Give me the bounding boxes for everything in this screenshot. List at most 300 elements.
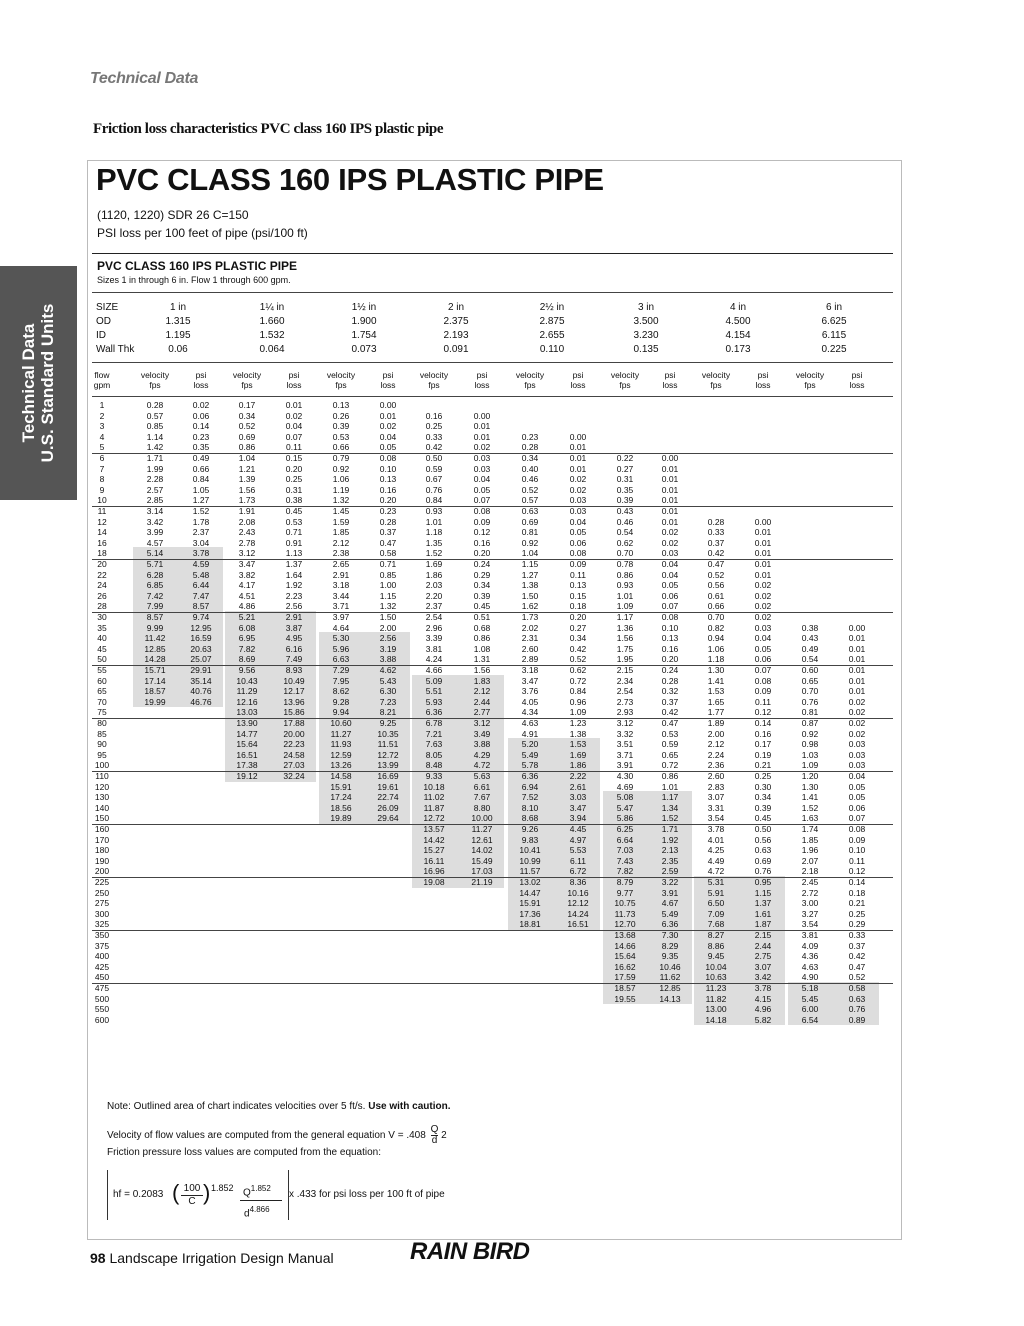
psi-loss-cell: 27.03 (283, 760, 305, 771)
psi-loss-cell: 3.91 (661, 887, 679, 898)
psi-loss-cell: 0.35 (192, 442, 210, 453)
psi-loss-cell: 0.25 (285, 474, 303, 485)
psi-loss-cell: 0.12 (754, 707, 772, 718)
psi-loss-cell: 0.96 (569, 696, 587, 707)
psi-loss-cell: 1.32 (379, 601, 397, 612)
psi-loss-cell: 0.02 (754, 590, 772, 601)
spec-label: OD (96, 316, 111, 327)
velocity-cell: 0.76 (801, 696, 819, 707)
psi-loss-cell: 1.78 (192, 516, 210, 527)
velocity-cell: 0.25 (425, 421, 443, 432)
column-header: psi loss (286, 370, 302, 390)
velocity-cell: 5.14 (146, 548, 164, 559)
velocity-cell: 1.20 (801, 771, 819, 781)
psi-loss-cell: 0.58 (379, 548, 397, 559)
flow-gpm-cell: 425 (94, 961, 110, 972)
psi-loss-cell: 1.52 (661, 813, 679, 824)
velocity-cell: 0.56 (707, 580, 725, 591)
flow-gpm-cell: 30 (97, 612, 107, 622)
velocity-cell: 18.56 (330, 802, 352, 813)
psi-loss-cell: 0.15 (285, 453, 303, 463)
spec-value: 2.875 (539, 316, 565, 327)
psi-loss-cell: 0.09 (754, 686, 772, 697)
velocity-cell: 1.77 (707, 707, 725, 718)
velocity-cell: 19.89 (330, 813, 352, 824)
psi-loss-cell: 16.59 (190, 633, 212, 644)
velocity-cell: 0.17 (238, 400, 256, 410)
velocity-cell: 15.91 (330, 781, 352, 792)
velocity-cell: 4.49 (707, 855, 725, 866)
spec-label: Wall Thk (96, 344, 135, 355)
group-divider (92, 559, 893, 560)
psi-loss-cell: 4.95 (285, 633, 303, 644)
velocity-cell: 1.36 (616, 622, 634, 633)
column-header: psi loss (849, 370, 865, 390)
flow-gpm-cell: 190 (94, 855, 110, 866)
velocity-cell: 0.28 (707, 516, 725, 527)
flow-gpm-cell: 7 (99, 463, 105, 474)
velocity-cell: 6.36 (425, 707, 443, 718)
psi-loss-cell: 5.49 (661, 908, 679, 919)
velocity-cell: 0.28 (521, 442, 539, 453)
psi-loss-cell: 40.76 (190, 686, 212, 697)
velocity-cell: 0.23 (521, 431, 539, 442)
flow-gpm-cell: 275 (94, 898, 110, 909)
velocity-cell: 11.93 (330, 739, 352, 750)
spec-value: 1 in (169, 302, 187, 313)
formula-denominator: C (188, 1196, 196, 1207)
velocity-cell: 8.79 (616, 877, 634, 887)
velocity-cell: 6.64 (616, 834, 634, 845)
velocity-cell: 2.07 (801, 855, 819, 866)
psi-loss-cell: 19.61 (377, 781, 399, 792)
flow-gpm-cell: 4 (99, 431, 105, 442)
psi-loss-cell: 13.96 (283, 696, 305, 707)
velocity-cell: 0.50 (425, 453, 443, 463)
psi-loss-cell: 1.86 (569, 760, 587, 771)
psi-loss-cell: 15.49 (471, 855, 493, 866)
psi-loss-cell: 2.44 (473, 696, 491, 707)
velocity-cell: 0.66 (707, 601, 725, 612)
psi-loss-cell: 8.80 (473, 802, 491, 813)
main-title: PVC CLASS 160 IPS PLASTIC PIPE (96, 162, 604, 197)
psi-loss-cell: 0.42 (569, 643, 587, 654)
velocity-cell: 0.33 (707, 527, 725, 538)
velocity-cell: 7.63 (425, 739, 443, 750)
velocity-cell: 19.08 (423, 877, 445, 887)
psi-loss-cell: 0.23 (192, 431, 210, 442)
psi-loss-cell: 0.47 (661, 718, 679, 728)
velocity-cell: 6.50 (707, 898, 725, 909)
psi-loss-cell: 0.52 (569, 654, 587, 665)
psi-loss-cell: 1.38 (569, 728, 587, 739)
psi-loss-cell: 3.12 (473, 718, 491, 728)
velocity-cell: 1.56 (238, 484, 256, 495)
spec-value: 6.115 (821, 330, 847, 341)
velocity-cell: 9.94 (332, 707, 350, 718)
psi-loss-cell: 0.42 (848, 951, 866, 962)
psi-loss-cell: 0.49 (192, 453, 210, 463)
column-header: velocity fps (701, 370, 731, 390)
psi-loss-cell: 0.85 (379, 569, 397, 580)
psi-loss-cell: 5.82 (754, 1014, 772, 1025)
flow-gpm-cell: 150 (94, 813, 110, 824)
psi-loss-cell: 25.07 (190, 654, 212, 665)
flow-gpm-cell: 225 (94, 877, 110, 887)
velocity-cell: 7.82 (238, 643, 256, 654)
velocity-cell: 0.31 (616, 474, 634, 485)
psi-loss-cell: 1.27 (192, 495, 210, 506)
psi-loss-cell: 0.03 (569, 506, 587, 516)
flow-gpm-cell: 75 (97, 707, 107, 718)
spec-value: 1.754 (351, 330, 377, 341)
velocity-cell: 0.33 (425, 431, 443, 442)
psi-loss-cell: 0.01 (661, 474, 679, 485)
velocity-cell: 0.59 (425, 463, 443, 474)
velocity-cell: 2.43 (238, 527, 256, 538)
velocity-cell: 3.82 (238, 569, 256, 580)
velocity-cell: 13.57 (423, 824, 445, 834)
flow-gpm-cell: 160 (94, 824, 110, 834)
section-tag: Technical Data (90, 70, 199, 87)
velocity-cell: 3.81 (801, 930, 819, 940)
velocity-cell: 11.02 (423, 792, 445, 803)
velocity-cell: 2.12 (707, 739, 725, 750)
velocity-cell: 3.12 (238, 548, 256, 559)
spec-value: 1.900 (351, 316, 377, 327)
psi-loss-cell: 6.11 (570, 855, 586, 866)
group-divider (92, 665, 893, 666)
velocity-cell: 3.32 (616, 728, 634, 739)
velocity-cell: 1.06 (707, 643, 725, 654)
psi-loss-cell: 1.15 (754, 887, 772, 898)
spec-line: (1120, 1220) SDR 26 C=150 (97, 208, 249, 222)
velocity-cell: 1.09 (616, 601, 634, 612)
flow-gpm-cell: 60 (97, 675, 107, 686)
psi-loss-cell: 16.69 (377, 771, 399, 781)
psi-loss-cell: 0.14 (848, 877, 866, 887)
velocity-cell: 14.58 (330, 771, 352, 781)
velocity-cell: 0.52 (238, 421, 256, 432)
psi-loss-cell: 29.91 (190, 665, 212, 675)
psi-loss-cell: 0.12 (848, 866, 866, 877)
psi-loss-cell: 1.50 (379, 612, 397, 622)
psi-loss-cell: 0.27 (569, 622, 587, 633)
spec-value: 3.500 (633, 316, 659, 327)
psi-loss-cell: 5.48 (192, 569, 210, 580)
psi-loss-cell: 0.72 (661, 760, 679, 771)
velocity-cell: 0.27 (616, 463, 634, 474)
psi-loss-cell: 2.22 (569, 771, 587, 781)
velocity-cell: 4.05 (521, 696, 539, 707)
velocity-cell: 2.03 (425, 580, 443, 591)
psi-loss-cell: 0.62 (569, 665, 587, 675)
velocity-cell: 5.86 (616, 813, 634, 824)
psi-loss-cell: 0.29 (473, 569, 491, 580)
psi-loss-cell: 0.04 (569, 516, 587, 527)
velocity-cell: 1.42 (146, 442, 164, 453)
psi-loss-cell: 29.64 (377, 813, 399, 824)
group-divider (92, 824, 893, 825)
flow-gpm-cell: 130 (94, 792, 110, 803)
psi-loss-cell: 0.20 (473, 548, 491, 559)
psi-loss-cell: 21.19 (471, 877, 493, 887)
velocity-cell: 10.18 (423, 781, 445, 792)
velocity-cell: 1.30 (707, 665, 725, 675)
velocity-cell: 2.78 (238, 537, 256, 548)
velocity-cell: 18.57 (144, 686, 166, 697)
velocity-cell: 2.02 (521, 622, 539, 633)
psi-loss-cell: 0.65 (661, 749, 679, 760)
psi-loss-cell: 0.10 (661, 622, 679, 633)
rain-bird-logo: RAIN BIRD (410, 1238, 530, 1265)
velocity-cell: 6.08 (238, 622, 256, 633)
velocity-cell: 0.39 (332, 421, 350, 432)
velocity-cell: 5.31 (707, 877, 725, 887)
velocity-exponent: 2 (441, 1130, 447, 1142)
velocity-cell: 7.03 (616, 845, 634, 856)
velocity-cell: 1.32 (332, 495, 350, 506)
velocity-cell: 5.91 (707, 887, 725, 898)
flow-gpm-cell: 400 (94, 951, 110, 962)
velocity-cell: 10.63 (705, 972, 727, 983)
velocity-cell: 0.43 (801, 633, 819, 644)
unit-line: PSI loss per 100 feet of pipe (psi/100 ft) (97, 226, 308, 240)
velocity-cell: 15.64 (614, 951, 636, 962)
psi-loss-cell: 0.86 (661, 771, 679, 781)
flow-gpm-cell: 85 (97, 728, 107, 739)
spec-value: 1½ in (351, 302, 377, 313)
velocity-cell: 3.47 (238, 559, 256, 569)
psi-loss-cell: 0.28 (661, 675, 679, 686)
psi-loss-cell: 8.29 (661, 940, 679, 951)
spec-value: 1¼ in (259, 302, 285, 313)
psi-loss-cell: 0.20 (285, 463, 303, 474)
column-header: velocity fps (140, 370, 170, 390)
divider (92, 396, 893, 397)
velocity-cell: 9.28 (332, 696, 350, 707)
velocity-cell: 3.54 (707, 813, 725, 824)
group-divider (92, 612, 893, 613)
d-exponent: 4.866 (249, 1205, 270, 1214)
psi-loss-cell: 3.49 (473, 728, 491, 739)
flow-gpm-cell: 90 (97, 739, 107, 750)
spec-label: ID (96, 330, 106, 341)
flow-gpm-cell: 180 (94, 845, 110, 856)
velocity-cell: 0.49 (801, 643, 819, 654)
psi-loss-cell: 0.03 (848, 739, 866, 750)
velocity-cell: 14.66 (614, 940, 636, 951)
q-exponent: 1.852 (250, 1184, 271, 1193)
psi-loss-cell: 1.15 (379, 590, 397, 601)
flow-gpm-cell: 3 (99, 421, 105, 432)
psi-loss-cell: 10.49 (283, 675, 305, 686)
velocity-cell: 0.67 (425, 474, 443, 485)
velocity-cell: 7.99 (146, 601, 164, 612)
velocity-cell: 1.27 (521, 569, 539, 580)
velocity-cell: 2.28 (146, 474, 164, 485)
velocity-cell: 2.18 (801, 866, 819, 877)
psi-loss-cell: 0.01 (661, 506, 679, 516)
velocity-cell: 8.62 (332, 686, 350, 697)
velocity-cell: 0.86 (616, 569, 634, 580)
spec-value: 0.073 (351, 344, 377, 355)
velocity-cell: 0.62 (616, 537, 634, 548)
velocity-cell: 10.43 (236, 675, 258, 686)
velocity-cell: 1.71 (146, 453, 164, 463)
psi-loss-cell: 3.88 (379, 654, 397, 665)
velocity-cell: 3.51 (616, 739, 634, 750)
psi-loss-cell: 10.00 (471, 813, 493, 824)
psi-loss-cell: 0.53 (285, 516, 303, 527)
flow-gpm-cell: 300 (94, 908, 110, 919)
psi-loss-cell: 0.01 (848, 686, 866, 697)
psi-loss-cell: 0.16 (754, 728, 772, 739)
formula-exponent: 1.852 (211, 1183, 234, 1193)
velocity-cell: 2.45 (801, 877, 819, 887)
velocity-cell: 4.90 (801, 972, 819, 983)
velocity-cell: 4.64 (332, 622, 350, 633)
velocity-cell: 18.81 (519, 919, 541, 930)
velocity-cell: 1.85 (332, 527, 350, 538)
spec-value: 1.660 (259, 316, 285, 327)
velocity-cell: 12.72 (423, 813, 445, 824)
flow-gpm-cell: 14 (97, 527, 107, 538)
velocity-cell: 6.63 (332, 654, 350, 665)
psi-loss-cell: 1.37 (754, 898, 772, 909)
velocity-cell: 0.65 (801, 675, 819, 686)
column-header: velocity fps (795, 370, 825, 390)
psi-loss-cell: 2.59 (661, 866, 679, 877)
velocity-cell: 3.27 (801, 908, 819, 919)
psi-loss-cell: 6.72 (569, 866, 587, 877)
spec-value: 3 in (637, 302, 655, 313)
velocity-cell: 13.68 (614, 930, 636, 940)
psi-loss-cell: 0.02 (754, 612, 772, 622)
psi-loss-cell: 10.35 (377, 728, 399, 739)
velocity-cell: 3.42 (146, 516, 164, 527)
group-divider (92, 771, 893, 772)
velocity-cell: 3.47 (521, 675, 539, 686)
formula-hf: hf = 0.2083 (113, 1189, 164, 1200)
velocity-cell: 12.16 (236, 696, 258, 707)
spec-value: 1.315 (165, 316, 191, 327)
velocity-cell: 1.52 (801, 802, 819, 813)
psi-loss-cell: 3.94 (569, 813, 587, 824)
psi-loss-cell: 10.16 (567, 887, 589, 898)
velocity-cell: 0.46 (521, 474, 539, 485)
velocity-cell: 9.77 (616, 887, 634, 898)
psi-loss-cell: 0.66 (192, 463, 210, 474)
velocity-cell: 4.86 (238, 601, 256, 612)
velocity-cell: 4.57 (146, 537, 164, 548)
velocity-cell: 14.77 (236, 728, 258, 739)
velocity-cell: 0.87 (801, 718, 819, 728)
velocity-cell: 3.78 (707, 824, 725, 834)
velocity-cell: 17.59 (614, 972, 636, 983)
flow-gpm-cell: 80 (97, 718, 107, 728)
psi-loss-cell: 0.09 (569, 559, 587, 569)
velocity-cell: 1.89 (707, 718, 725, 728)
psi-loss-cell: 0.08 (754, 675, 772, 686)
velocity-cell: 14.18 (705, 1014, 727, 1025)
spec-value: 2.375 (443, 316, 469, 327)
velocity-cell: 9.99 (146, 622, 164, 633)
psi-loss-cell: 0.28 (379, 516, 397, 527)
flow-gpm-cell: 22 (97, 569, 107, 580)
psi-loss-cell: 5.63 (473, 771, 491, 781)
velocity-cell: 2.89 (521, 654, 539, 665)
psi-loss-cell: 0.59 (661, 739, 679, 750)
velocity-cell: 11.42 (144, 633, 166, 644)
psi-loss-cell: 9.25 (379, 718, 397, 728)
velocity-cell: 1.73 (521, 612, 539, 622)
velocity-cell: 11.87 (423, 802, 445, 813)
group-divider (92, 983, 893, 984)
psi-loss-cell: 9.74 (192, 612, 210, 622)
velocity-cell: 1.03 (801, 749, 819, 760)
psi-loss-cell: 4.96 (754, 1004, 772, 1015)
caution-note-text: Note: Outlined area of chart indicates velocities over 5 ft/s. (107, 1101, 366, 1112)
psi-loss-cell: 0.04 (661, 569, 679, 580)
psi-loss-cell: 2.91 (285, 612, 303, 622)
d-symbol: d (244, 1208, 250, 1220)
flow-gpm-cell: 11 (97, 506, 107, 516)
formula-d (244, 1205, 270, 1219)
psi-loss-cell: 0.00 (754, 516, 772, 527)
velocity-cell: 10.04 (705, 961, 727, 972)
velocity-cell: 0.52 (521, 484, 539, 495)
psi-loss-cell: 6.30 (379, 686, 397, 697)
psi-loss-cell: 0.14 (192, 421, 210, 432)
psi-loss-cell: 1.01 (661, 781, 679, 792)
psi-loss-cell: 0.47 (379, 537, 397, 548)
velocity-cell: 7.68 (707, 919, 725, 930)
psi-loss-cell: 4.59 (192, 559, 210, 569)
psi-loss-cell: 0.11 (570, 569, 586, 580)
psi-loss-cell: 3.78 (192, 548, 210, 559)
velocity-cell: 1.15 (521, 559, 539, 569)
psi-loss-cell: 0.04 (379, 431, 397, 442)
velocity-cell: 8.48 (425, 760, 443, 771)
psi-loss-cell: 0.01 (848, 633, 866, 644)
flow-gpm-cell: 325 (94, 919, 110, 930)
psi-loss-cell: 2.35 (661, 855, 679, 866)
velocity-cell: 0.42 (707, 548, 725, 559)
psi-loss-cell: 0.03 (473, 463, 491, 474)
velocity-cell: 13.26 (330, 760, 352, 771)
formula-fraction (181, 1183, 203, 1208)
psi-loss-cell: 0.12 (473, 527, 491, 538)
flow-gpm-cell: 375 (94, 940, 110, 951)
psi-loss-cell: 0.02 (661, 527, 679, 538)
velocity-cell: 15.71 (144, 665, 166, 675)
velocity-cell: 7.09 (707, 908, 725, 919)
psi-loss-cell: 3.47 (569, 802, 587, 813)
velocity-cell: 0.84 (425, 495, 443, 506)
velocity-cell: 5.18 (801, 983, 819, 993)
formula-numerator: 100 (181, 1183, 203, 1196)
column-header: psi loss (380, 370, 396, 390)
psi-loss-cell: 0.03 (569, 495, 587, 506)
psi-loss-cell: 0.05 (848, 781, 866, 792)
velocity-cell: 0.69 (238, 431, 256, 442)
psi-loss-cell: 0.06 (569, 537, 587, 548)
velocity-cell: 2.93 (616, 707, 634, 718)
psi-loss-cell: 0.13 (379, 474, 397, 485)
psi-loss-cell: 0.72 (569, 675, 587, 686)
psi-loss-cell: 1.00 (379, 580, 397, 591)
